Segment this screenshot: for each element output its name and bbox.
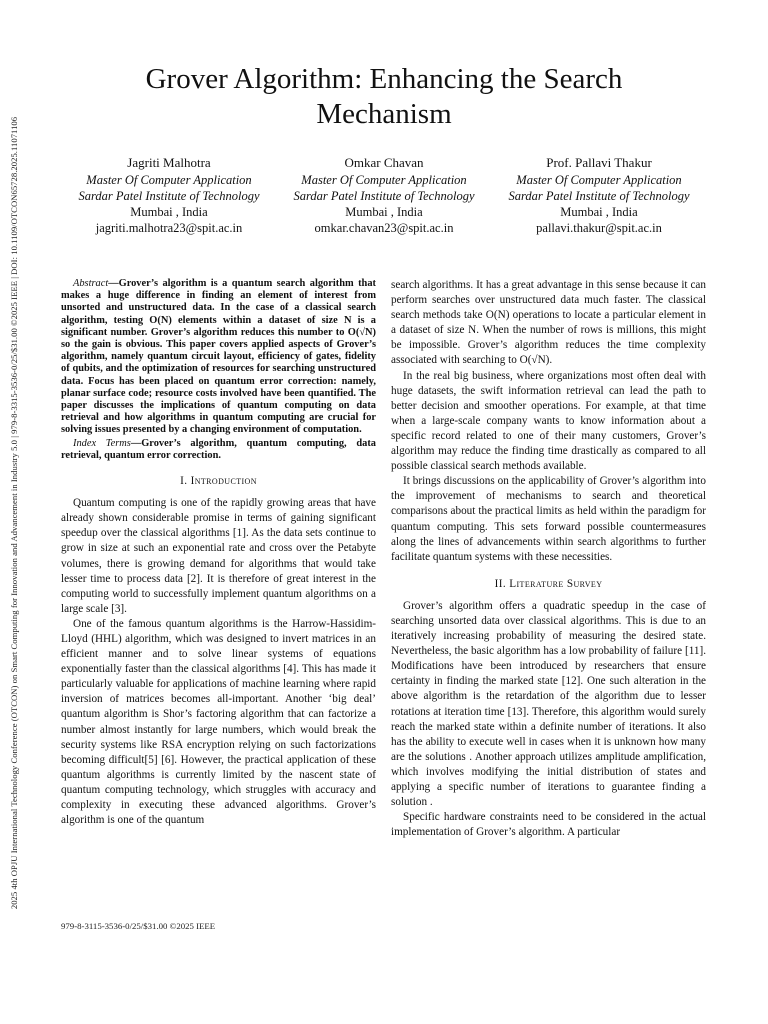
- author-dept: Master Of Computer Application: [86, 173, 252, 187]
- abstract-label: Abstract: [73, 278, 109, 289]
- sidebar-citation: 2025 4th OPJU International Technology Conference (OTCON) on Smart Computing for Innovation and Advancement in Industry 5.0 | 979-8-3315-3536-0/25/$31.00 ©2025 IEEE | DOI: 10.1109/OTCON65728.2025.11071106: [9, 116, 19, 909]
- conference-sidebar: [6, 40, 22, 985]
- left-column: [61, 278, 376, 828]
- section-heading-introduction: I. Introduction: [180, 475, 257, 488]
- intro-paragraph-1: Quantum computing is one of the rapidly growing areas that have already shown considerable promise in terms of gaining significant speedup over the classical algorithms [1]. As the data sets continue to grow in size at such an exponential rate and cross over the Petabyte volumes, there is growing demand for algorithms that would take lesser time to process data [2]. It is therefore of great interest in the computing world to successfully implement quantum algorithms on a large scale [3].: [61, 497, 376, 615]
- author-email: pallavi.thakur@spit.ac.in: [536, 221, 662, 235]
- intro-paragraph-4: It brings discussions on the applicability of Grover’s algorithm into the improvement of mechanisms to search and theoretical comparisons about the practical limits as held within the paradigm for quantum computing. This sets forward possible countermeasures along the lines of advancements within search algorithms to further facilitate quantum systems with these necessities.: [391, 475, 706, 563]
- index-terms: [61, 438, 376, 462]
- author-name: Jagriti Malhotra: [127, 155, 211, 170]
- literature-paragraph-2: Specific hardware constraints need to be considered in the actual implementation of Grover’s algorithm. A particular: [391, 811, 706, 839]
- index-terms-text: —Grover’s algorithm, quantum computing, data retrieval, quantum error correction.: [61, 437, 376, 461]
- intro-paragraph-2: One of the famous quantum algorithms is the Harrow-Hassidim-Lloyd (HHL) algorithm, which was designed to invert matrices in an efficient manner and to solve linear systems of equations exponentially faster than the classical algorithms [4]. This has made it particularly valuable for applications of machine learning where rapid inversion of matrices becomes all-important. Another ‘big deal’ quantum algorithm is Shor’s factoring algorithm that can factorize a number almost instantly for large numbers, which would break the security systems like RSA encryption relying on such factorizations becoming difficult[5] [6]. However, the practical application of these quantum algorithms is currently limited by the nascent state of quantum computing technology, which struggles with accuracy and complexity in executing these advanced algorithms. Grover’s algorithm is one of the quantum: [61, 617, 376, 827]
- author-location: Mumbai , India: [130, 205, 208, 219]
- author-institute: Sardar Patel Institute of Technology: [293, 189, 475, 203]
- intro-paragraph-3: In the real big business, where organizations most often deal with huge datasets, the swift information retrieval can lead the path to better decision and smoother operations. For example, at that time when a large-scale company wants to know information about a specific record related to one of their many customers, Grover’s algorithm may reduce the finding time drastically as compared to all possible classical search methods available.: [391, 369, 706, 473]
- right-column: [391, 278, 706, 840]
- author-name: Prof. Pallavi Thakur: [546, 155, 652, 170]
- author-location: Mumbai , India: [345, 205, 423, 219]
- author-institute: Sardar Patel Institute of Technology: [508, 189, 690, 203]
- author-location: Mumbai , India: [560, 205, 638, 219]
- author-institute: Sardar Patel Institute of Technology: [78, 189, 260, 203]
- author-name: Omkar Chavan: [344, 155, 424, 170]
- author-dept: Master Of Computer Application: [516, 173, 682, 187]
- paper-title: Grover Algorithm: Enhancing the Search Mechanism: [145, 63, 623, 130]
- literature-paragraph-1: Grover’s algorithm offers a quadratic speedup in the case of searching unsorted data over classical algorithms. This is due to an iteratively increasing probability of measuring the desired state. Nevertheless, the basic algorithm has a low probability of failure [11]. Modifications have been introduced by researchers that ensure certainty in finding the marked state [12]. One such alteration in the above algorithm is the retardation of the algorithm due to lesser rotations at iteration time [13]. Therefore, this algorithm would surely reach the marked state within a definite number of iterations. It also has the ability to execute well in cases when it is unknown how many are the solutions . Another approach utilizes amplitude amplification, which involves modifying the initial distribution of states and applying a specific number of iterations to guarantee finding a solution .: [391, 599, 706, 809]
- intro-paragraph-2-continued: search algorithms. It has a great advantage in this sense because it can perform searches over unstructured data much faster. The classical search methods take O(N) operations to locate a particular element in a dataset of size N. When the number of rows is millions, this might be impossible. Grover’s algorithm reduces the time complexity associated with searching to O(√N).: [391, 279, 706, 367]
- author-2: [279, 155, 489, 236]
- author-dept: Master Of Computer Application: [301, 173, 467, 187]
- abstract-text: —Grover’s algorithm is a quantum search algorithm that makes a huge difference in finding an element of interest from unsorted and unstructured data. In the case of a classical search algorithm, testing O(N) elements within a dataset of size N is a significant number. Grover’s algorithm reduces this number to O(√N) so the gain is obvious. This paper covers applied aspects of Grover’s algorithm, namely quantum circuit layout, efficiency of gates, fidelity of qubits, and the optimization of resources for searching unstructured data. Focus has been placed on quantum error correction: namely, planar surface code; resource costs involved have been quantified. The paper discusses the implications of quantum computing on data retrieval and how algorithms in quantum computing are crucial for solving issues presented by a changing environment of computation.: [61, 278, 376, 436]
- author-1: [64, 155, 274, 236]
- author-block: [64, 155, 704, 236]
- abstract: [61, 278, 376, 437]
- author-email: jagriti.malhotra23@spit.ac.in: [95, 221, 243, 235]
- author-email: omkar.chavan23@spit.ac.in: [314, 221, 454, 235]
- section-heading-literature-survey: II. Literature Survey: [494, 577, 603, 590]
- index-terms-label: Index Terms: [73, 437, 131, 449]
- copyright-footer: 979-8-3115-3536-0/25/$31.00 ©2025 IEEE: [61, 921, 216, 931]
- author-3: [494, 155, 704, 236]
